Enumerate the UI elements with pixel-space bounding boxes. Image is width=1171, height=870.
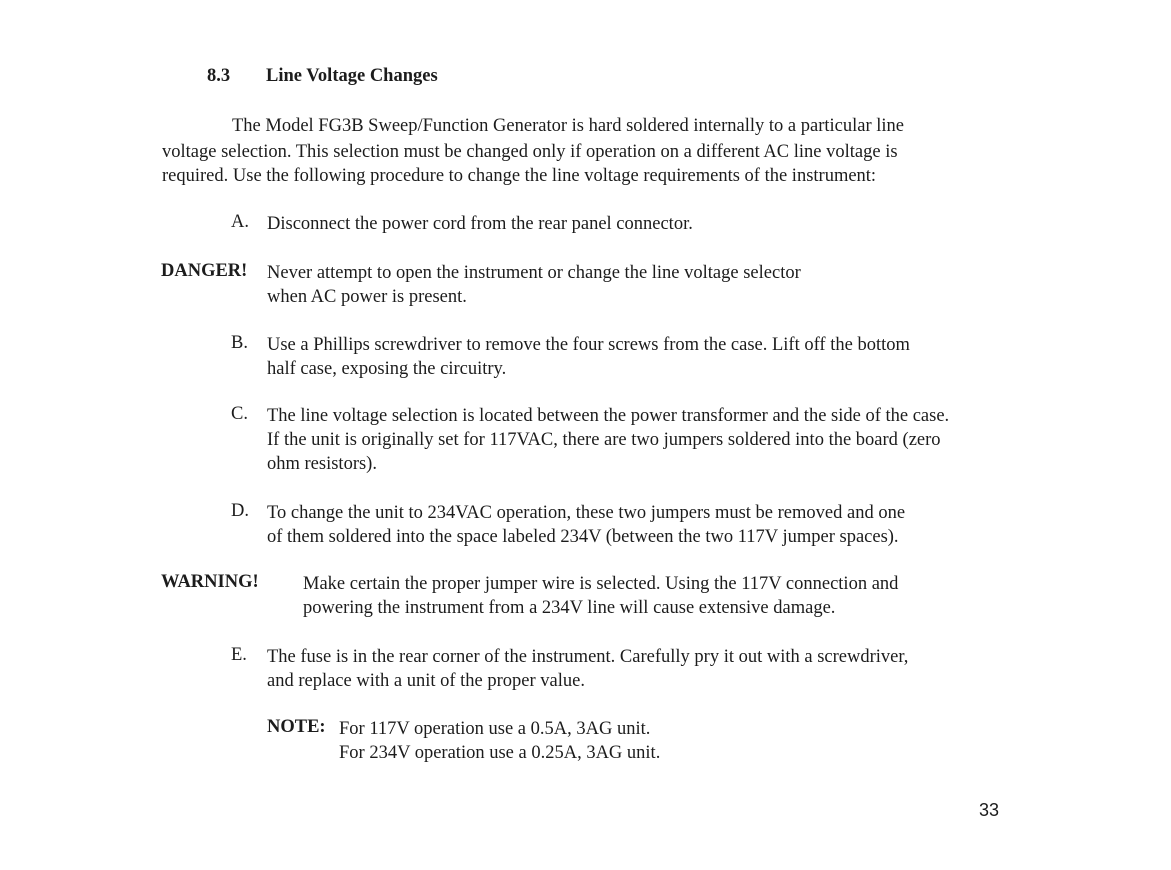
intro-line-2: voltage selection. This selection must be changed only if operation on a different AC line voltage is [162, 142, 898, 162]
note-line-1: For 117V operation use a 0.5A, 3AG unit. [339, 719, 651, 739]
note-line-2: For 234V operation use a 0.25A, 3AG unit. [339, 743, 661, 763]
danger-line-1: Never attempt to open the instrument or change the line voltage selector [267, 263, 801, 283]
step-c-letter: C. [231, 404, 248, 424]
warning-label: WARNING! [161, 572, 259, 592]
intro-line-3: required. Use the following procedure to change the line voltage requirements of the instrument: [162, 166, 877, 186]
step-b-line-1: Use a Phillips screwdriver to remove the four screws from the case. Lift off the bottom [267, 335, 910, 355]
step-b-letter: B. [231, 333, 248, 353]
step-b-text [267, 333, 910, 381]
step-c-line-3: ohm resistors). [267, 454, 377, 474]
note-label: NOTE: [267, 717, 326, 737]
step-a-text [267, 212, 693, 236]
step-b-line-2: half case, exposing the circuitry. [267, 359, 507, 379]
step-d-line-1: To change the unit to 234VAC operation, these two jumpers must be removed and one [267, 503, 906, 523]
step-e-text [267, 645, 908, 693]
step-a-letter: A. [231, 212, 249, 232]
step-d-letter: D. [231, 501, 249, 521]
warning-line-1: Make certain the proper jumper wire is selected. Using the 117V connection and [303, 574, 899, 594]
danger-label: DANGER! [161, 261, 248, 281]
step-e-letter: E. [231, 645, 247, 665]
section-number: 8.3 [207, 66, 231, 86]
step-a-line-1: Disconnect the power cord from the rear panel connector. [267, 214, 693, 234]
warning-line-2: powering the instrument from a 234V line will cause extensive damage. [303, 598, 836, 618]
step-c-line-2: If the unit is originally set for 117VAC, there are two jumpers soldered into the board (zero [267, 430, 941, 450]
warning-text [303, 572, 898, 620]
step-c-line-1: The line voltage selection is located between the power transformer and the side of the case. [267, 406, 950, 426]
step-c-text [267, 404, 949, 476]
step-e-line-2: and replace with a unit of the proper value. [267, 671, 585, 691]
danger-text [267, 261, 801, 309]
step-e-line-1: The fuse is in the rear corner of the instrument. Carefully pry it out with a screwdriver, [267, 647, 909, 667]
intro-line-1: The Model FG3B Sweep/Function Generator is hard soldered internally to a particular line [232, 116, 904, 136]
section-title: Line Voltage Changes [266, 66, 438, 86]
note-text [339, 717, 660, 765]
step-d-line-2: of them soldered into the space labeled 234V (between the two 117V jumper spaces). [267, 527, 899, 547]
page-number: 33 [979, 800, 1000, 820]
step-d-text [267, 501, 905, 549]
danger-line-2: when AC power is present. [267, 287, 467, 307]
